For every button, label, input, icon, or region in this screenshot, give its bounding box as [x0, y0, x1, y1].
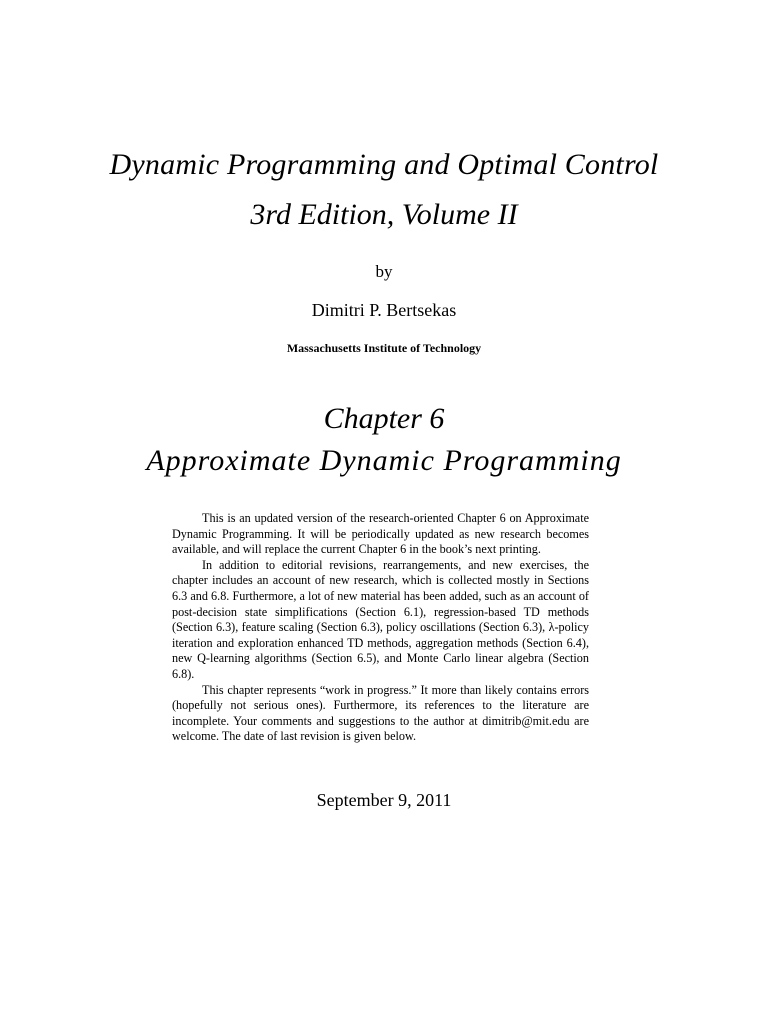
by-line: by — [375, 262, 393, 281]
abstract-paragraph: This is an updated version of the research-oriented Chapter 6 on Approximate Dynamic Programming. It will be periodically updated as new research becomes available, and will replace the current Chapter 6 in the book’s next printing. — [172, 511, 589, 557]
book-title: Dynamic Programming and Optimal Control — [109, 148, 659, 181]
revision-date: September 9, 2011 — [316, 790, 452, 810]
edition-volume: 3rd Edition, Volume II — [250, 198, 518, 231]
chapter-title: Approximate Dynamic Programming — [146, 444, 622, 477]
institution: Massachusetts Institute of Technology — [286, 341, 482, 355]
abstract-paragraph: This chapter represents “work in progress.” It more than likely contains errors (hopefully not serious ones). Furthermore, its references to the literature are incomplete. Your comments and suggestions to the author at dimitrib@mit.edu are welcome. The date of last revision is given below. — [172, 682, 589, 744]
author-name: Dimitri P. Bertsekas — [311, 300, 457, 320]
abstract — [172, 511, 589, 745]
abstract-paragraph: In addition to editorial revisions, rearrangements, and new exercises, the chapter includes an account of new research, which is collected mostly in Sections 6.3 and 6.8. Furthermore, a lot of new material has been added, such as an account of post-decision state simplifications (Section 6.1), regression-based TD methods (Section 6.3), feature scaling (Section 6.3), policy oscillations (Section 6.3), λ-policy iteration and exploration enhanced TD methods, aggregation methods (Section 6.4), new Q-learning algorithms (Section 6.5), and Monte Carlo linear algebra (Section 6.8). — [172, 557, 589, 681]
chapter-label: Chapter 6 — [323, 402, 445, 435]
